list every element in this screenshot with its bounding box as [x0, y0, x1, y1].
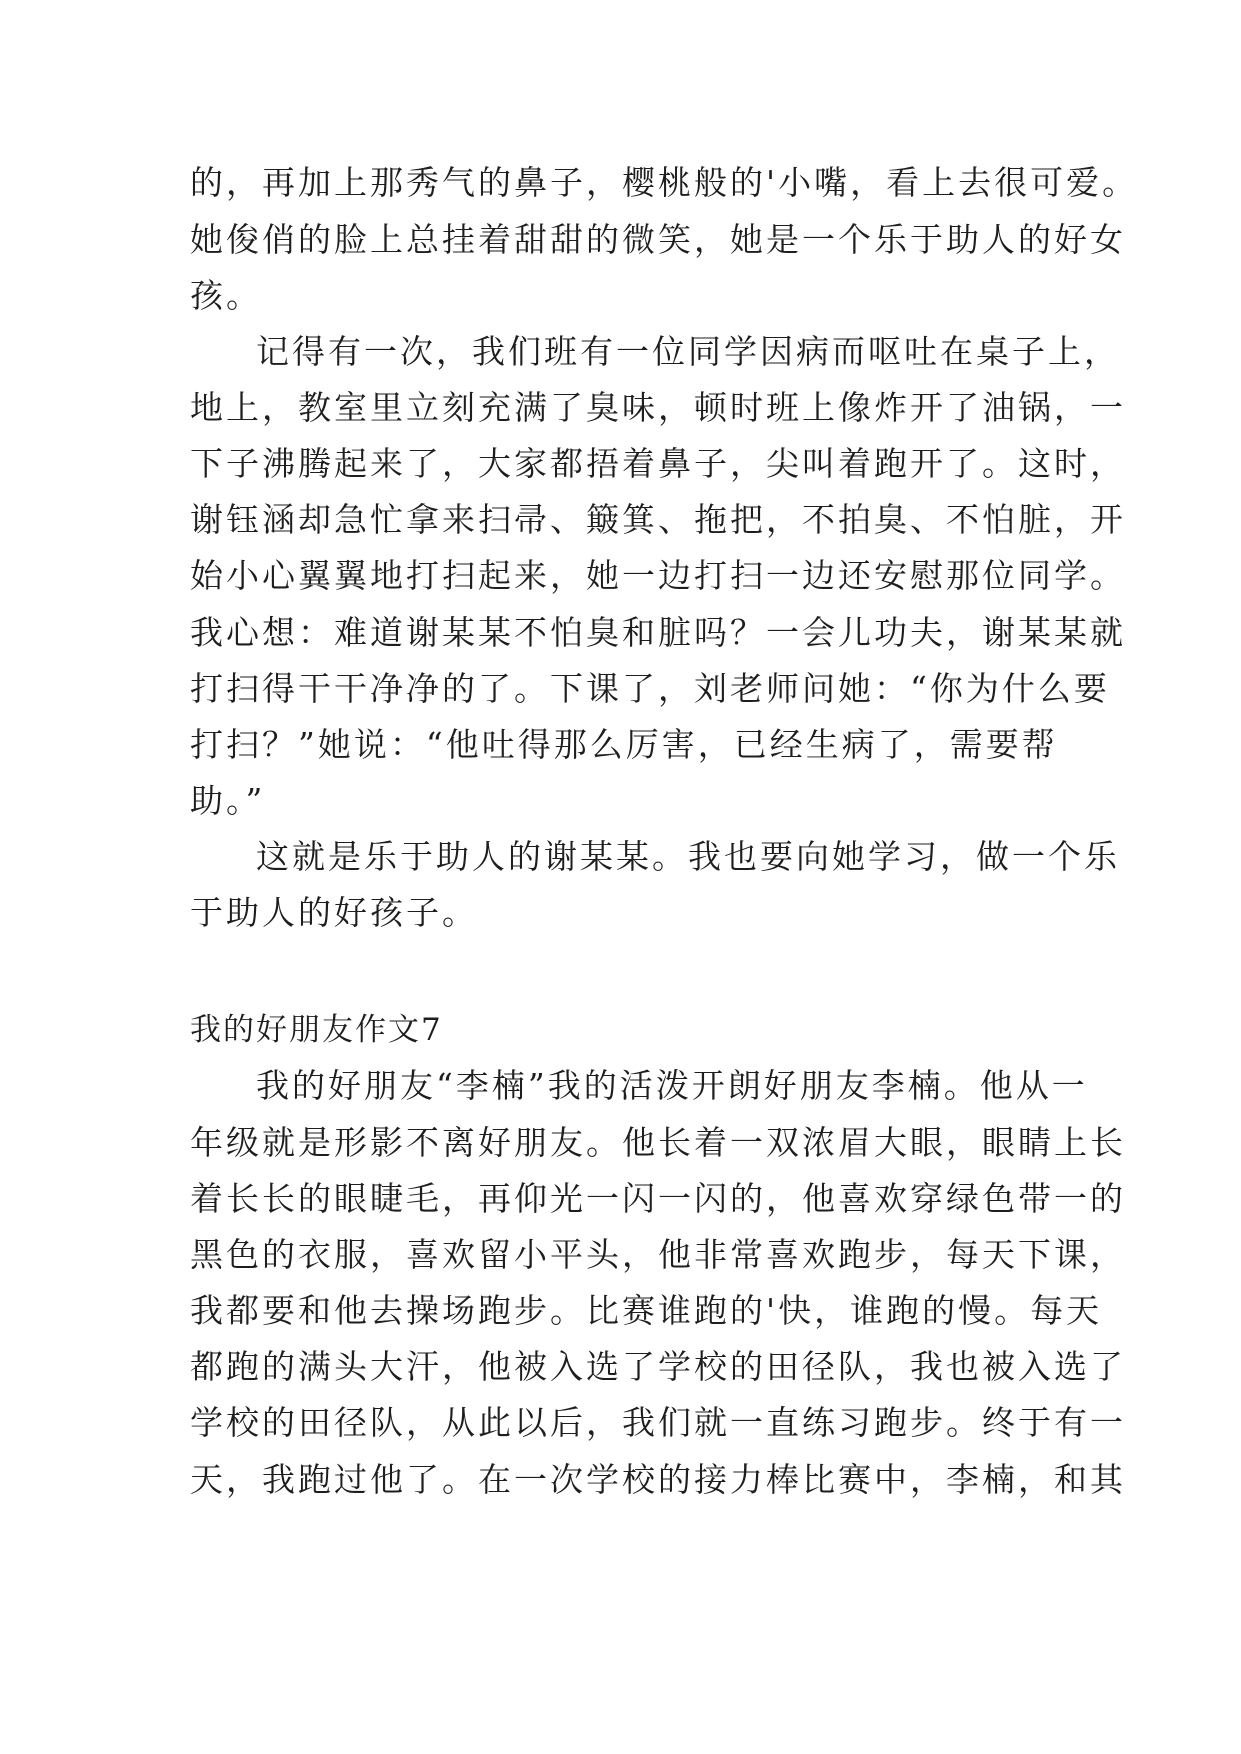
text-line: 她俊俏的脸上总挂着甜甜的微笑，她是一个乐于助人的好女 — [190, 220, 1126, 259]
text-line: 着长长的眼睫毛，再仰光一闪一闪的，他喜欢穿绿色带一的 — [190, 1179, 1126, 1218]
text-line: 于助人的好孩子。 — [190, 893, 478, 932]
paragraph-first-line: 我的好朋友“李楠”我的活泼开朗好朋友李楠。他从一 — [256, 1066, 1088, 1105]
text-line: 孩。 — [190, 276, 262, 315]
text-line: 下子沸腾起来了，大家都捂着鼻子，尖叫着跑开了。这时， — [190, 444, 1126, 483]
paragraph-first-line: 记得有一次，我们班有一位同学因病而呕吐在桌子上， — [256, 332, 1120, 371]
text-line: 助。” — [190, 781, 266, 820]
text-line: 都跑的满头大汗，他被入选了学校的田径队，我也被入选了 — [190, 1347, 1126, 1386]
text-line: 谢钰涵却急忙拿来扫帚、簸箕、拖把，不拍臭、不怕脏，开 — [190, 500, 1126, 539]
text-line: 我心想：难道谢某某不怕臭和脏吗？一会儿功夫，谢某某就 — [190, 613, 1126, 652]
text-line: 天，我跑过他了。在一次学校的接力棒比赛中，李楠，和其 — [190, 1460, 1126, 1499]
text-line: 打扫得干干净净的了。下课了，刘老师问她：“你为什么要 — [190, 669, 1110, 708]
text-line: 的，再加上那秀气的鼻子，樱桃般的'小嘴，看上去很可爱。 — [190, 163, 1139, 202]
text-line: 学校的田径队，从此以后，我们就一直练习跑步。终于有一 — [190, 1403, 1126, 1442]
text-line: 打扫？”她说：“他吐得那么厉害，已经生病了，需要帮 — [190, 725, 1058, 764]
text-line: 我都要和他去操场跑步。比赛谁跑的'快，谁跑的慢。每天 — [190, 1291, 1103, 1330]
paragraph-first-line: 这就是乐于助人的谢某某。我也要向她学习，做一个乐 — [256, 837, 1120, 876]
text-line: 地上，教室里立刻充满了臭味，顿时班上像炸开了油锅，一 — [190, 388, 1126, 427]
text-line: 黑色的衣服，喜欢留小平头，他非常喜欢跑步，每天下课， — [190, 1235, 1126, 1274]
section-title: 我的好朋友作文7 — [190, 1012, 443, 1048]
text-line: 始小心翼翼地打扫起来，她一边打扫一边还安慰那位同学。 — [190, 556, 1126, 595]
text-line: 年级就是形影不离好朋友。他长着一双浓眉大眼，眼睛上长 — [190, 1123, 1126, 1162]
